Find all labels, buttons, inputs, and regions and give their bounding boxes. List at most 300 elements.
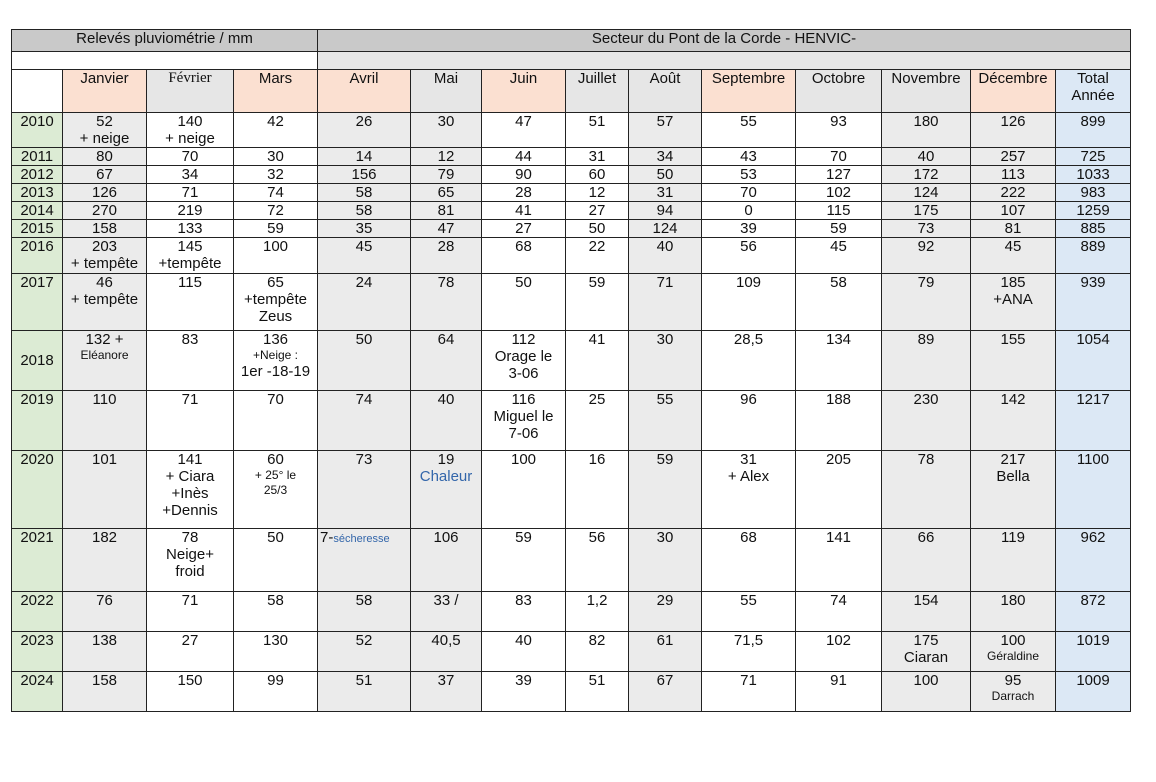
month-cell [629, 148, 702, 166]
month-cell [147, 113, 234, 148]
cell-line: 24 [355, 274, 373, 291]
cell-line: +Inès [171, 485, 209, 502]
month-cell [318, 672, 411, 712]
month-cell [318, 220, 411, 238]
cell-line: 25 [588, 391, 606, 408]
cell-line: 52 [96, 113, 113, 130]
month-cell [147, 592, 234, 632]
table-row [12, 202, 1131, 220]
month-cell [318, 451, 411, 529]
header-month-8: Septembre [702, 70, 796, 113]
cell-line: 188 [825, 391, 852, 408]
cell-line: 30 [656, 331, 674, 348]
cell-line: 40 [515, 632, 532, 649]
cell-line: Darrach [991, 689, 1035, 703]
month-cell [702, 148, 796, 166]
month-cell [63, 632, 147, 672]
month-cell [882, 451, 971, 529]
month-cell [63, 391, 147, 451]
month-cell [411, 331, 482, 391]
total-cell: 962 [1056, 529, 1131, 592]
month-cell [629, 220, 702, 238]
month-cell [629, 672, 702, 712]
month-cell [234, 148, 318, 166]
month-cell [147, 148, 234, 166]
year-cell: 2019 [12, 391, 63, 451]
cell-line: 100 [510, 451, 537, 468]
cell-line: 93 [830, 113, 847, 130]
cell-line: 58 [267, 592, 284, 609]
cell-line: 34 [181, 166, 199, 183]
cell-line: 74 [267, 184, 284, 201]
month-cell [796, 451, 882, 529]
cell-line: 50 [355, 331, 373, 348]
month-cell [318, 184, 411, 202]
month-cell [702, 238, 796, 274]
cell-line: 68 [515, 238, 532, 255]
month-cell [702, 529, 796, 592]
month-cell [147, 202, 234, 220]
month-cell [234, 632, 318, 672]
title-left: Relevés pluviométrie / mm [12, 30, 318, 52]
month-cell [234, 529, 318, 592]
month-cell [234, 184, 318, 202]
month-cell [147, 529, 234, 592]
cell-line: 158 [91, 672, 118, 689]
cell-line: 94 [656, 202, 674, 219]
cell-line: Bella [996, 468, 1030, 485]
cell-line: 116 [511, 391, 536, 408]
header-month-11: Décembre [971, 70, 1056, 113]
month-cell [147, 391, 234, 451]
month-cell [234, 238, 318, 274]
cell-line: 80 [96, 148, 113, 165]
month-cell [971, 166, 1056, 184]
year-cell: 2020 [12, 451, 63, 529]
cell-line: 40,5 [431, 632, 461, 649]
month-cell [796, 529, 882, 592]
cell-line: 175 [913, 632, 939, 649]
month-cell [482, 672, 566, 712]
cell-line: Neige+ [166, 546, 214, 563]
cell-line: 71,5 [733, 632, 764, 649]
cell-line: 60 [267, 451, 284, 468]
cell-line: 81 [1004, 220, 1022, 237]
month-cell [629, 238, 702, 274]
cell-line: 57 [656, 113, 674, 130]
cell-line: froid [175, 563, 205, 580]
month-cell [971, 331, 1056, 391]
month-cell [566, 632, 629, 672]
total-cell: 899 [1056, 113, 1131, 148]
month-cell [63, 331, 147, 391]
year-cell: 2021 [12, 529, 63, 592]
cell-line: 82 [588, 632, 606, 649]
cell-line: 158 [91, 220, 118, 237]
cell-line: 155 [1000, 331, 1026, 348]
month-cell [411, 184, 482, 202]
month-cell [882, 274, 971, 331]
cell-line: 58 [830, 274, 847, 291]
cell-line: + neige [165, 130, 215, 147]
cell-line: 100 [913, 672, 939, 689]
total-cell: 1033 [1056, 166, 1131, 184]
month-cell [566, 391, 629, 451]
cell-line: 12 [437, 148, 455, 165]
cell-line: 102 [825, 632, 852, 649]
cell-line: 1,2 [586, 592, 608, 609]
cell-line: 12 [588, 184, 606, 201]
month-cell [882, 220, 971, 238]
cell-line: 145 [177, 238, 203, 255]
cell-line: 102 [825, 184, 852, 201]
cell-line: 26 [355, 113, 373, 130]
cell-line: Orage le [494, 348, 553, 365]
month-cell [318, 529, 411, 592]
cell-line: 175 [913, 202, 939, 219]
cell-line: 30 [267, 148, 284, 165]
month-cell [318, 166, 411, 184]
month-cell [971, 451, 1056, 529]
header-month-1: Février [147, 70, 234, 113]
cell-line: +tempête [158, 255, 222, 272]
cell-line: 182 [91, 529, 118, 546]
cell-line: 28,5 [733, 331, 764, 348]
cell-line: 34 [656, 148, 674, 165]
month-cell [411, 238, 482, 274]
cell-line: 100 [1000, 632, 1026, 649]
month-cell [234, 166, 318, 184]
month-cell [629, 331, 702, 391]
cell-line: Ciaran [903, 649, 949, 666]
month-cell [566, 238, 629, 274]
cell-line: 64 [437, 331, 455, 348]
month-cell [566, 672, 629, 712]
cell-line: +tempête [244, 291, 307, 308]
cell-line: 50 [588, 220, 606, 237]
month-cell [971, 238, 1056, 274]
month-cell [234, 391, 318, 451]
month-cell [482, 529, 566, 592]
month-cell [63, 529, 147, 592]
month-cell [482, 391, 566, 451]
cell-line: 31 [656, 184, 674, 201]
month-cell [63, 220, 147, 238]
month-cell [702, 202, 796, 220]
month-cell [234, 220, 318, 238]
cell-line: 51 [588, 672, 606, 689]
month-cell [566, 113, 629, 148]
month-cell [63, 202, 147, 220]
cell-line: 66 [917, 529, 935, 546]
cell-line: 222 [1000, 184, 1026, 201]
month-cell [796, 113, 882, 148]
header-month-9: Octobre [796, 70, 882, 113]
cell-line: 50 [267, 529, 284, 546]
cell-line: 112 [511, 331, 536, 348]
cell-line: sécheresse [333, 533, 390, 545]
month-cell [702, 331, 796, 391]
cell-line: 127 [825, 166, 852, 183]
year-cell: 2014 [12, 202, 63, 220]
month-cell [566, 529, 629, 592]
cell-line: 67 [656, 672, 674, 689]
month-cell [234, 113, 318, 148]
cell-line: 45 [830, 238, 847, 255]
month-cell [796, 274, 882, 331]
month-cell [796, 202, 882, 220]
cell-line: 16 [588, 451, 606, 468]
month-cell [63, 274, 147, 331]
cell-line: 99 [267, 672, 284, 689]
month-cell [482, 451, 566, 529]
header-total-line: Année [1071, 87, 1115, 104]
month-cell [796, 220, 882, 238]
cell-line: 40 [917, 148, 935, 165]
month-cell [796, 148, 882, 166]
month-cell [318, 391, 411, 451]
cell-line: + Alex [727, 468, 770, 485]
month-cell [971, 672, 1056, 712]
month-cell [882, 331, 971, 391]
total-cell: 872 [1056, 592, 1131, 632]
header-month-0: Janvier [63, 70, 147, 113]
month-cell [147, 166, 234, 184]
cell-line: 73 [355, 451, 373, 468]
month-cell [234, 672, 318, 712]
month-cell [702, 632, 796, 672]
month-cell [882, 529, 971, 592]
month-cell [882, 184, 971, 202]
header-total [1056, 70, 1131, 113]
cell-line: 95 [1004, 672, 1022, 689]
month-cell [318, 331, 411, 391]
cell-line: 28 [515, 184, 532, 201]
year-cell: 2023 [12, 632, 63, 672]
cell-line: 37 [437, 672, 455, 689]
month-cell [147, 274, 234, 331]
cell-line: 83 [515, 592, 532, 609]
month-cell [147, 672, 234, 712]
cell-line: +ANA [993, 291, 1033, 308]
cell-line: 30 [656, 529, 674, 546]
month-cell [482, 274, 566, 331]
month-cell [63, 184, 147, 202]
header-total-line: Total [1077, 70, 1109, 87]
cell-line: 30 [437, 113, 455, 130]
month-cell [971, 148, 1056, 166]
month-cell [629, 184, 702, 202]
month-cell [318, 113, 411, 148]
cell-line: 78 [181, 529, 199, 546]
month-cell [482, 148, 566, 166]
month-cell [971, 113, 1056, 148]
cell-line: 109 [735, 274, 762, 291]
cell-line: 140 [177, 113, 203, 130]
cell-line: 19 [437, 451, 455, 468]
month-cell [882, 166, 971, 184]
month-cell [482, 184, 566, 202]
cell-line: 44 [515, 148, 532, 165]
month-cell [147, 238, 234, 274]
cell-line: 110 [92, 391, 117, 408]
cell-line: 74 [355, 391, 373, 408]
cell-line: Miguel le [493, 408, 554, 425]
table-row [12, 391, 1131, 451]
cell-line: + tempête [70, 255, 139, 272]
table-row [12, 113, 1131, 148]
month-cell [702, 166, 796, 184]
rainfall-table [11, 29, 1131, 712]
total-cell: 1100 [1056, 451, 1131, 529]
month-cell [882, 672, 971, 712]
cell-line: 119 [1001, 529, 1025, 546]
month-cell [971, 220, 1056, 238]
cell-line: 132 + [85, 331, 124, 348]
month-cell [234, 451, 318, 529]
cell-line: 59 [588, 274, 606, 291]
month-cell [411, 592, 482, 632]
month-cell [411, 632, 482, 672]
month-cell [629, 202, 702, 220]
month-cell [882, 238, 971, 274]
title-row [12, 30, 1131, 52]
header-month-10: Novembre [882, 70, 971, 113]
month-cell [63, 592, 147, 632]
month-cell [147, 220, 234, 238]
month-cell [482, 166, 566, 184]
year-cell: 2022 [12, 592, 63, 632]
month-cell [234, 592, 318, 632]
cell-line: Zeus [258, 308, 293, 325]
cell-line: 58 [355, 592, 373, 609]
month-cell [318, 238, 411, 274]
month-cell [566, 184, 629, 202]
table-row [12, 331, 1131, 391]
month-cell [971, 632, 1056, 672]
year-cell: 2011 [12, 148, 63, 166]
cell-line: 29 [656, 592, 674, 609]
cell-line: 39 [740, 220, 757, 237]
cell-line: 27 [588, 202, 606, 219]
month-cell [318, 632, 411, 672]
cell-line: +Neige : [252, 348, 299, 362]
cell-line: 46 [96, 274, 113, 291]
month-cell [629, 632, 702, 672]
cell-line: 185 [1000, 274, 1026, 291]
header-month-3: Avril [318, 70, 411, 113]
cell-line: 73 [917, 220, 935, 237]
month-cell [318, 148, 411, 166]
month-cell [629, 166, 702, 184]
cell-line: 70 [181, 148, 199, 165]
month-cell [411, 451, 482, 529]
month-cell [796, 166, 882, 184]
cell-line: 55 [740, 592, 757, 609]
cell-line: 78 [437, 274, 455, 291]
month-cell [796, 672, 882, 712]
month-cell [796, 592, 882, 632]
month-cell [882, 632, 971, 672]
cell-line: 78 [917, 451, 935, 468]
cell-line: 7-06 [508, 425, 539, 442]
month-cell [702, 451, 796, 529]
year-cell: 2018 [12, 331, 63, 391]
month-cell [63, 451, 147, 529]
blank-cell-left [12, 52, 318, 70]
cell-line: 43 [740, 148, 757, 165]
cell-line: 27 [181, 632, 199, 649]
cell-line: 270 [91, 202, 118, 219]
cell-line: 126 [91, 184, 118, 201]
month-cell [63, 148, 147, 166]
cell-line: 90 [515, 166, 532, 183]
month-cell [411, 166, 482, 184]
year-cell: 2013 [12, 184, 63, 202]
total-cell: 983 [1056, 184, 1131, 202]
month-cell [147, 451, 234, 529]
cell-line: 68 [740, 529, 757, 546]
month-cell [882, 148, 971, 166]
cell-line: 52 [355, 632, 373, 649]
cell-line: 180 [913, 113, 939, 130]
month-cell [482, 113, 566, 148]
month-cell [318, 202, 411, 220]
cell-line: 65 [437, 184, 455, 201]
cell-line: 47 [515, 113, 532, 130]
cell-line: 257 [1000, 148, 1026, 165]
cell-line: 28 [437, 238, 455, 255]
month-cell [234, 274, 318, 331]
month-cell [702, 220, 796, 238]
month-cell [482, 238, 566, 274]
month-cell [63, 238, 147, 274]
cell-line: 133 [177, 220, 203, 237]
cell-line: 58 [355, 184, 373, 201]
header-row [12, 70, 1131, 113]
month-cell [566, 202, 629, 220]
cell-line: 230 [913, 391, 939, 408]
cell-line: 79 [437, 166, 455, 183]
month-cell [971, 592, 1056, 632]
cell-line: 55 [740, 113, 757, 130]
cell-line: 14 [355, 148, 373, 165]
cell-line: 89 [917, 331, 935, 348]
cell-line: 59 [830, 220, 847, 237]
cell-line: 71 [740, 672, 757, 689]
total-cell: 1259 [1056, 202, 1131, 220]
cell-line: 65 [267, 274, 284, 291]
cell-line: 22 [588, 238, 606, 255]
month-cell [971, 529, 1056, 592]
month-cell [234, 202, 318, 220]
month-cell [882, 592, 971, 632]
cell-line: 130 [262, 632, 289, 649]
month-cell [796, 184, 882, 202]
cell-line: 45 [355, 238, 373, 255]
month-cell [629, 274, 702, 331]
title-right: Secteur du Pont de la Corde - HENVIC- [318, 30, 1131, 52]
total-cell: 725 [1056, 148, 1131, 166]
month-cell [566, 592, 629, 632]
total-cell: 1217 [1056, 391, 1131, 451]
cell-line: Eléanore [80, 348, 129, 362]
year-cell: 2017 [12, 274, 63, 331]
cell-line: 59 [515, 529, 532, 546]
cell-line: 136 [262, 331, 289, 348]
month-cell [411, 672, 482, 712]
cell-line: 101 [91, 451, 118, 468]
